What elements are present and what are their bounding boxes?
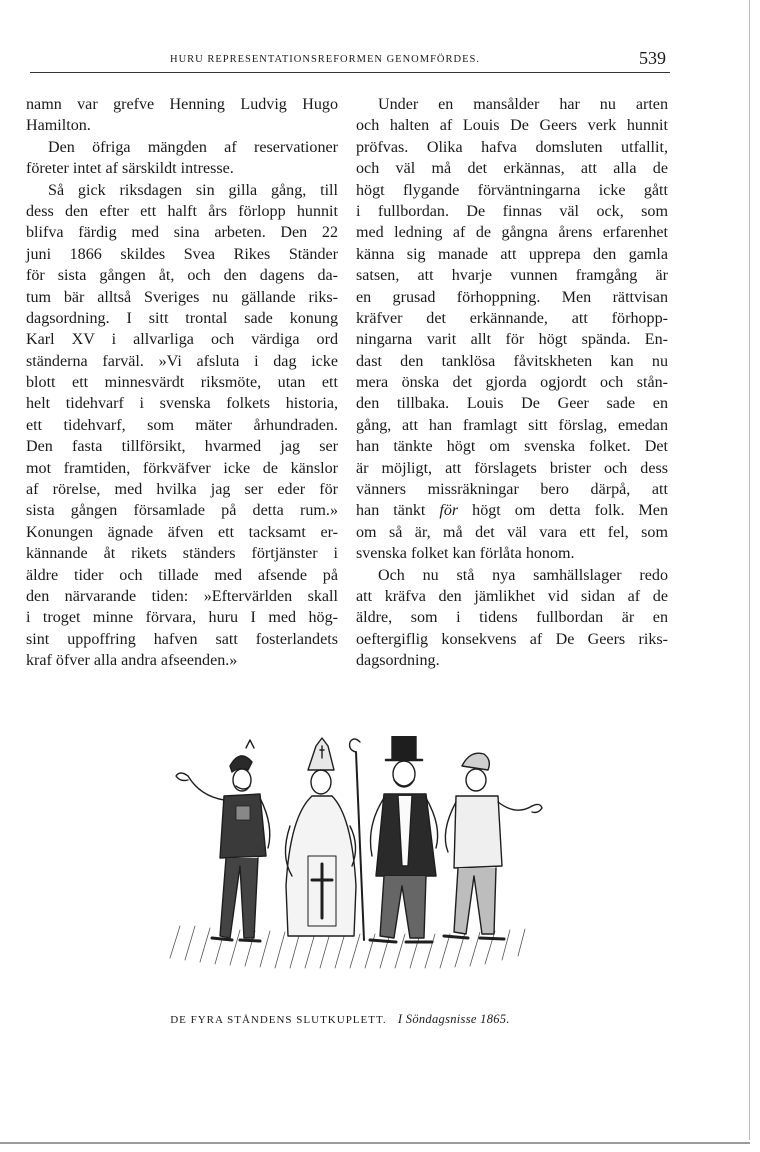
text-line: att kräfva den jämlikhet vid sidan af de <box>356 587 668 605</box>
text-line: satsen, att hvarje vunnen framgång är <box>356 267 668 285</box>
text-line: den tillbaka. Louis De Geer sade en <box>356 395 668 413</box>
text-line: Så gick riksdagen sin gilla gång, till <box>48 181 338 199</box>
text-line: kännande åt rikets ständers förtjänster i <box>26 545 338 563</box>
text-line: ständerna farväl. »Vi afsluta i dag icke <box>26 352 338 370</box>
text-line: högt flygande förväntningarna icke gått <box>356 181 668 199</box>
text-line: Under en mansålder har nu arten <box>378 96 668 113</box>
bishop-figure-icon <box>285 738 356 936</box>
text-line: svenska folket kan förlåta honom. <box>356 545 575 563</box>
emphasis-word: för <box>439 502 459 520</box>
text-line: dagsordning. I sitt trontal sade konung <box>26 309 338 327</box>
text-line: företer intet af särskildt intresse. <box>26 160 234 178</box>
text-line: ningarna varit allt för högt spända. En- <box>356 331 668 349</box>
text-line: Den öfriga mängden af reservationer <box>48 138 338 156</box>
text-line: dess den efter ett halft års förlopp hunnit <box>26 202 338 220</box>
text-line: för sista gången åt, och den dagens da- <box>26 267 338 285</box>
text-line: och halten af Louis De Geers verk hunnit <box>356 117 668 135</box>
illustration-four-estates <box>140 736 560 996</box>
text-line: Hamilton. <box>26 117 91 135</box>
text-line: juni 1866 skildes Svea Rikes Ständer <box>26 245 338 263</box>
text-line: oeftergiflig konsekvens af De Geers riks- <box>356 630 668 648</box>
text-line: dagsordning. <box>356 652 440 670</box>
text-line: känna sig manade att upprepa den gamla <box>356 245 668 263</box>
peasant-figure-icon <box>444 753 542 939</box>
right-column <box>356 94 668 672</box>
text-line: ett tidehvarf, som mäter århundraden. <box>26 416 338 434</box>
text-line: den närvarande tiden: »Eftervärlden skall <box>26 587 338 605</box>
text-line: Den fasta tillförsikt, hvarmed jag ser <box>26 438 338 456</box>
text-line: äldre, som i tidens fullbordan är en <box>356 609 668 627</box>
text-line: mot framtiden, förkväfver icke de känslor <box>26 459 338 477</box>
text-line: är möjligt, att förslagets brister och dess <box>356 459 668 477</box>
soldier-figure-icon <box>176 740 270 941</box>
text-line: Karl XV i allvarliga och värdiga ord <box>26 331 338 349</box>
left-column <box>26 94 338 672</box>
text-line: han tänkte högt om svenska folket. Det <box>356 438 668 456</box>
page-edge-right <box>749 0 750 1140</box>
text-line: en grusad förhoppning. Men rättvisan <box>356 288 668 306</box>
text-line: gång, att han framlagt sitt förslag, emedan <box>356 416 668 434</box>
text-line: och väl må det erkännas, att alla de <box>356 160 668 178</box>
text-line: med ledning af de gångna årens erfarenhet <box>356 224 668 242</box>
burgher-figure-icon <box>370 736 438 942</box>
text-line: blott ett minnesvärdt riksmöte, utan ett <box>26 374 338 392</box>
text-line: dast den tanklösa fåvitskheten kan nu <box>356 352 668 370</box>
text-line: Konungen ägnade äfven ett tacksamt er- <box>26 523 338 541</box>
text-line: om så är, må det väl vara ett fel, som <box>356 523 668 541</box>
text-line: sista gången församlade på detta rum.» <box>26 502 338 520</box>
text-line: pröfvas. Olika hafva domsluten utfallit, <box>356 138 668 156</box>
caption-main: DE FYRA STÅNDENS SLUTKUPLETT. <box>170 1014 387 1026</box>
running-head <box>30 48 670 73</box>
text-line: i troget minne förvara, huru I med hög- <box>26 609 338 627</box>
text-line: äldre tider och tillade med afsende på <box>26 566 338 584</box>
text-line: namn var grefve Henning Ludvig Hugo <box>26 96 338 113</box>
text-line: helt tidehvarf i svenska folkets historia, <box>26 395 338 413</box>
text-line: i fullbordan. De finnas väl ock, som <box>356 202 668 220</box>
text-line: mera önska det gjorda ogjordt och stån- <box>356 374 668 392</box>
text-line: kraf öfver alla andra afseenden.» <box>26 652 238 670</box>
page-edge-bottom <box>0 1142 750 1144</box>
text-line: tum bär alltså Sveriges nu gällande riks- <box>26 288 338 306</box>
text-line: Och nu stå nya samhällslager redo <box>378 566 668 584</box>
text-line: sint uppoffring hafven satt fosterlandets <box>26 630 338 648</box>
text-line: han tänkt för högt om detta folk. Men <box>356 502 668 520</box>
text-line: vänners missräkningar bero därpå, att <box>356 481 668 499</box>
text-line: af rörelse, med hvilka jag ser eder för <box>26 481 338 499</box>
figure-caption <box>0 1012 680 1027</box>
caption-source: I Söndagsnisse 1865. <box>397 1012 510 1026</box>
running-title: HURU REPRESENTATIONSREFORMEN GENOMFÖRDES. <box>170 54 480 65</box>
page-number: 539 <box>639 48 666 68</box>
text-line: blifva färdig med sina arbeten. Den 22 <box>26 224 338 242</box>
text-line: kräfver det erkännande, att förhopp- <box>356 309 668 327</box>
